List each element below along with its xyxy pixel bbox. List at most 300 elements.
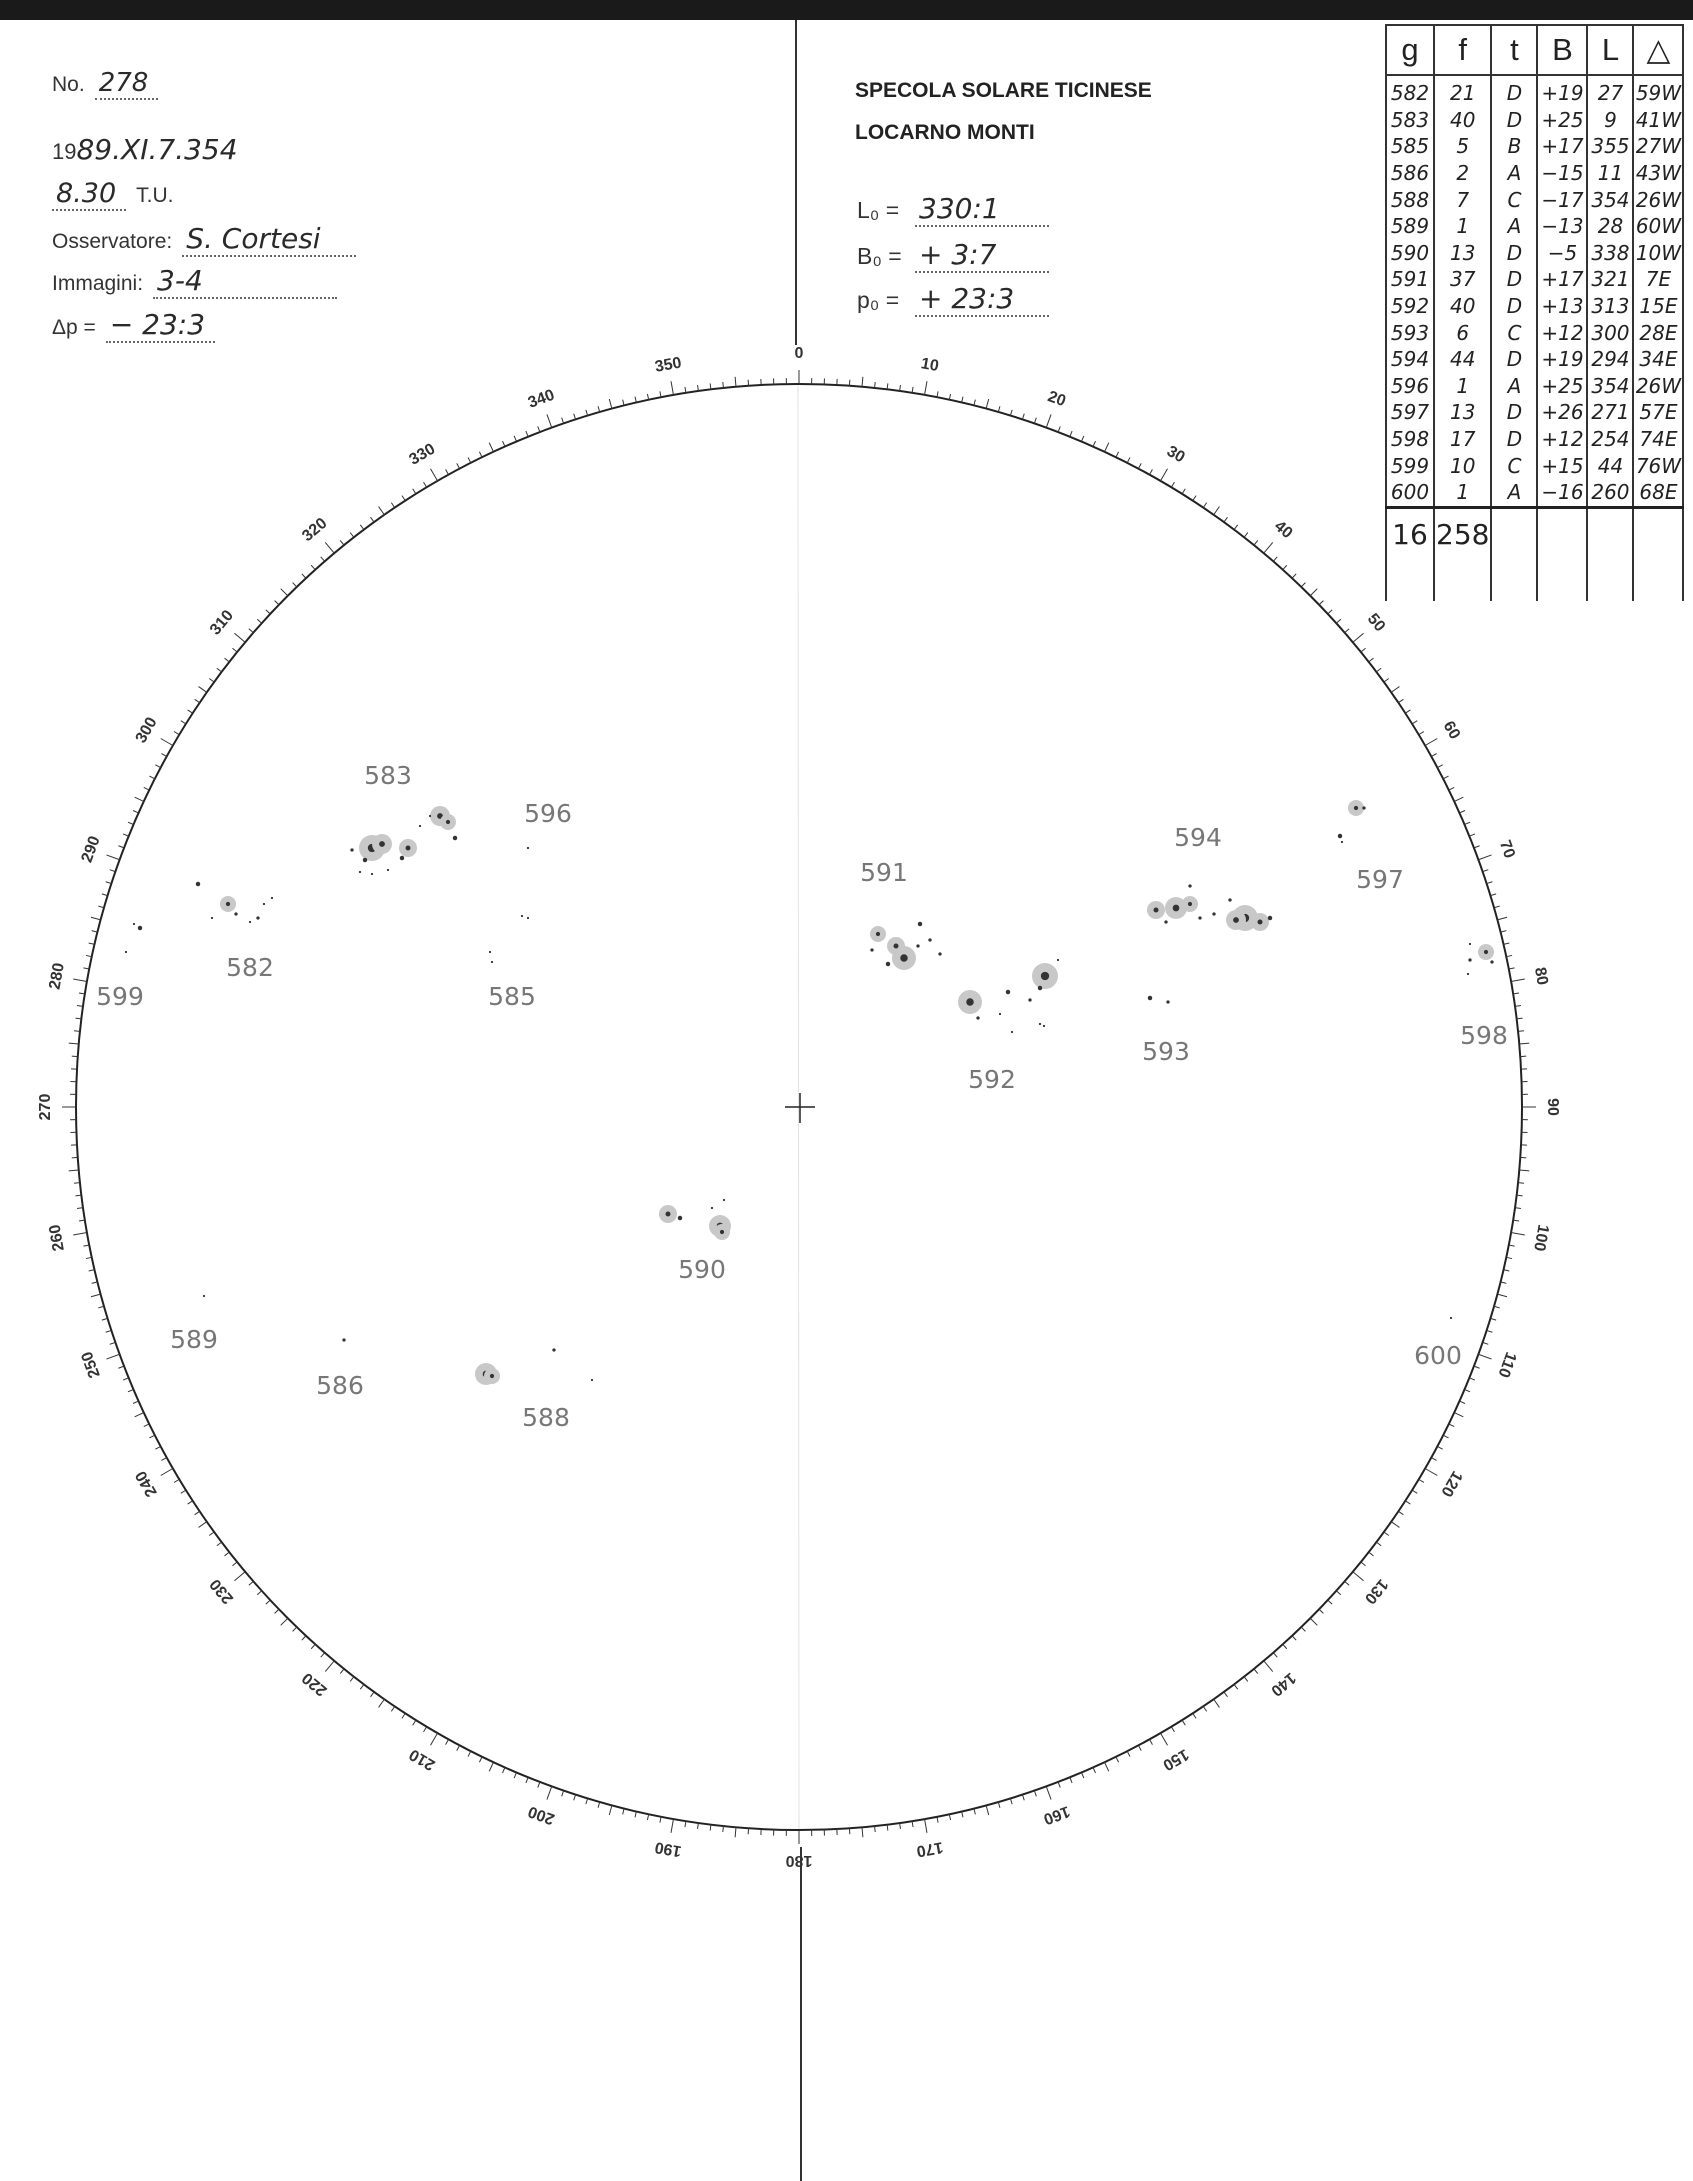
scale-tick [1474,1366,1480,1368]
scale-tick [937,1817,938,1823]
scale-tick [1419,732,1424,735]
group-label: 586 [316,1371,364,1400]
scale-tick [723,382,724,388]
scale-tick [133,1401,138,1403]
scale-label: 100 [1530,1223,1552,1253]
table-cell: 5 [1434,133,1491,160]
scale-tick [1046,414,1051,427]
scale-label: 120 [1437,1467,1466,1500]
scale-tick [1081,436,1083,442]
group-label: 594 [1174,823,1222,852]
scale-tick [514,436,516,442]
scale-tick [199,687,207,693]
table-cell: 13 [1434,399,1491,426]
scale-tick [1459,1401,1464,1403]
scale-label: 60 [1439,718,1464,743]
scale-tick [1425,739,1437,746]
scale-tick [234,1572,245,1581]
group-label: 600 [1414,1341,1462,1370]
table-cell: +25 [1537,373,1587,400]
scale-tick [1494,1306,1500,1308]
scale-tick [110,870,116,872]
scale-tick [875,1826,876,1832]
scale-tick [217,668,222,672]
table-cell: 589 [1386,213,1434,240]
scale-tick [73,979,87,981]
scale-tick [106,855,119,860]
scale-tick [1010,1798,1012,1804]
scale-tick [1234,1684,1238,1689]
umbra [1028,998,1031,1001]
scale-tick [1431,754,1436,757]
scale-tick [83,1245,89,1246]
umbra [870,948,873,951]
scale-tick [479,1757,482,1762]
observatory-location: LOCARNO MONTI [855,121,1035,144]
scale-tick [1010,410,1012,416]
scale-tick [1353,1572,1364,1581]
group-label: 593 [1142,1037,1190,1066]
umbra [666,1212,671,1217]
scale-tick [598,406,600,412]
scale-tick [350,533,354,538]
scale-tick [1336,1591,1340,1595]
scale-tick [92,931,98,932]
scale-tick [1161,469,1168,481]
table-cell: 354 [1587,186,1633,213]
table-cell: 41W [1633,107,1683,134]
table-cell: +19 [1537,346,1587,373]
umbra [1039,1023,1041,1025]
scale-label: 20 [1045,388,1068,411]
param-value: + 3:7 [915,238,1049,273]
scale-tick [379,1699,385,1707]
scale-tick [1353,633,1364,642]
observation-date: 89.XI.7.354 [76,133,238,166]
scale-tick [371,517,375,522]
scale-tick [195,699,200,702]
scale-tick [275,601,279,605]
scale-label: 170 [915,1838,945,1860]
scale-label: 330 [406,440,439,469]
umbra [999,1013,1001,1015]
scale-tick [311,1644,315,1648]
observer-name: S. Cortesi [182,222,356,257]
scale-tick [144,787,149,790]
scale-tick [660,391,661,397]
scale-tick [586,1798,588,1804]
scale-label: 50 [1363,610,1389,636]
scale-label: 210 [406,1745,439,1774]
scale-tick [379,507,385,515]
scale-tick [91,917,101,920]
scale-tick [1506,955,1512,956]
table-cell: +19 [1537,75,1587,107]
scale-tick [128,1389,134,1391]
scale-tick [69,1170,79,1171]
scale-tick [350,1677,354,1682]
scale-tick [647,394,648,400]
scale-tick [1127,457,1130,462]
umbra [1188,902,1192,906]
scale-tick [1490,1318,1496,1320]
scale-tick [1273,557,1277,562]
table-cell: 37 [1434,266,1491,293]
scale-tick [1478,855,1491,860]
table-cell: 588 [1386,186,1434,213]
scale-tick [1193,1713,1196,1718]
scale-tick [998,406,1000,412]
scale-tick [1361,1562,1366,1566]
scale-tick [135,1413,144,1417]
scale-tick [257,619,261,623]
group-label: 597 [1356,865,1404,894]
scale-tick [1093,1767,1095,1772]
table-cell: 44 [1587,452,1633,479]
scale-tick [1292,1636,1296,1640]
umbra [1233,917,1239,923]
scale-tick [135,797,144,801]
scale-label: 340 [525,386,557,412]
table-cell: 74E [1633,426,1683,453]
table-cell: 254 [1587,426,1633,453]
umbra [1338,834,1342,838]
scale-tick [1469,1378,1475,1380]
scale-tick [1034,1791,1036,1797]
table-cell: 2 [1434,160,1491,187]
umbra [226,902,230,906]
table-cell: 27 [1587,75,1633,107]
umbra [491,961,493,963]
table-cell: +15 [1537,452,1587,479]
table-cell: −13 [1537,213,1587,240]
scale-tick [360,525,364,530]
images-value: 3-4 [153,264,337,299]
scale-tick [431,1733,438,1745]
table-cell: D [1491,240,1537,267]
table-cell: C [1491,319,1537,346]
table-cell: D [1491,293,1537,320]
umbra [1148,996,1152,1000]
umbra [1354,806,1358,810]
table-cell: 21 [1434,75,1491,107]
umbra [1166,1000,1169,1003]
table-cell: 57E [1633,399,1683,426]
scale-tick [217,1542,222,1546]
scale-tick [293,583,297,587]
scale-tick [1214,507,1220,515]
scale-tick [128,822,134,824]
table-cell: A [1491,479,1537,507]
scale-tick [1203,1706,1206,1711]
umbra [125,951,127,953]
scale-tick [225,1552,230,1556]
scale-tick [671,1819,673,1833]
scale-tick [635,397,636,403]
scale-tick [249,629,254,633]
table-cell: 76W [1633,452,1683,479]
umbra [263,903,265,905]
umbra [133,923,135,925]
scale-tick [391,503,394,508]
umbra [453,836,457,840]
scale-tick [181,1490,186,1493]
table-cell: 11 [1587,160,1633,187]
scale-tick [402,496,405,501]
total-groups: 16 [1386,507,1434,561]
table-cell: 321 [1587,266,1633,293]
table-cell: 6 [1434,319,1491,346]
scale-tick [1509,1245,1515,1246]
scale-label: 280 [46,961,68,991]
table-cell: 7 [1434,186,1491,213]
scale-tick [735,377,736,387]
umbra [1198,916,1201,919]
scale-tick [1116,452,1119,457]
scale-tick [1116,1757,1119,1762]
table-cell: +12 [1537,426,1587,453]
scale-tick [1391,687,1399,693]
scale-tick [1345,1581,1350,1585]
table-cell: 338 [1587,240,1633,267]
table-cell: 9 [1587,107,1633,134]
scale-tick [1454,797,1463,801]
table-cell: −15 [1537,160,1587,187]
scale-tick [635,1811,636,1817]
scale-label: 300 [132,714,161,747]
scale-label: 270 [37,1093,55,1121]
scale-tick [949,394,950,400]
scale-tick [446,469,449,474]
table-cell: 1 [1434,373,1491,400]
group-label: 583 [364,761,412,790]
scale-tick [1127,1751,1130,1756]
images-label: Immagini: [52,272,144,295]
scale-tick [413,1720,416,1725]
table-cell: A [1491,373,1537,400]
scale-tick [424,482,427,487]
scale-label: 10 [919,355,941,376]
scale-tick [526,431,528,437]
table-cell: 28 [1587,213,1633,240]
umbra [371,873,373,875]
scale-tick [1412,721,1417,724]
table-cell: −17 [1537,186,1587,213]
table-cell: +17 [1537,266,1587,293]
umbra [1341,841,1343,843]
umbra [363,858,367,862]
scale-tick [574,1795,576,1801]
scale-tick [1478,1354,1491,1359]
scale-tick [1081,1773,1083,1779]
umbra [1043,1025,1045,1027]
scale-tick [232,1562,237,1566]
table-cell: 60W [1633,213,1683,240]
scale-label: 190 [653,1838,683,1860]
scale-tick [1454,1413,1463,1417]
scale-tick [1398,1511,1403,1514]
table-cell: 585 [1386,133,1434,160]
observation-number: 278 [95,68,159,100]
table-cell: 15E [1633,293,1683,320]
scale-tick [1319,601,1323,605]
umbra [928,938,931,941]
scale-tick [391,1706,394,1711]
scale-label: 350 [653,354,683,376]
scale-tick [293,1627,297,1631]
scale-tick [502,1767,504,1772]
table-cell: 592 [1386,293,1434,320]
scale-tick [1301,1627,1305,1631]
scale-label: 150 [1159,1745,1192,1774]
scale-tick [1022,414,1024,420]
table-cell: 28E [1633,319,1683,346]
scale-label: 80 [1530,965,1551,987]
table-cell: −5 [1537,240,1587,267]
umbra [1057,959,1059,961]
scale-tick [609,1805,612,1815]
scale-tick [538,426,540,432]
scale-tick [1345,629,1350,633]
scale-tick [1283,565,1287,569]
scale-tick [1182,1720,1185,1725]
scale-tick [275,1609,279,1613]
scale-tick [1469,834,1475,836]
scale-tick [69,1043,79,1044]
group-label: 599 [96,982,144,1011]
umbra [1484,950,1488,954]
param-value: 330:1 [915,192,1049,227]
scale-tick [547,1786,552,1799]
scale-tick [133,810,138,812]
umbra [976,1016,979,1019]
scale-tick [1494,906,1500,908]
scale-tick [1483,1342,1489,1344]
param-label: B₀ = [857,243,902,269]
scale-tick [1511,1233,1525,1235]
table-cell: 1 [1434,479,1491,507]
table-cell: A [1491,213,1537,240]
umbra [256,916,259,919]
scale-tick [1419,1479,1424,1482]
group-label: 590 [678,1255,726,1284]
scale-tick [257,1591,261,1595]
scale-tick [1443,1435,1448,1438]
total-spots: 258 [1434,507,1491,561]
scale-tick [1437,1446,1442,1449]
param-label: L₀ = [857,197,900,223]
scale-tick [1449,787,1454,790]
scale-tick [1171,1727,1174,1732]
scale-tick [1171,482,1174,487]
table-cell: 593 [1386,319,1434,346]
scale-tick [925,1819,927,1833]
scale-tick [325,1661,334,1672]
scale-tick [1150,1739,1153,1744]
umbra [1268,916,1272,920]
scale-tick [562,418,564,424]
table-cell: D [1491,426,1537,453]
observer-label: Osservatore: [52,230,173,253]
scale-tick [110,1342,116,1344]
table-cell: 10W [1633,240,1683,267]
delta-p-label: Δp = [52,316,96,339]
scale-tick [1319,1609,1323,1613]
umbra [886,962,890,966]
scale-tick [1509,968,1515,969]
scale-tick [468,1751,471,1756]
scale-tick [1513,993,1519,994]
table-cell: D [1491,75,1537,107]
scale-tick [1283,1644,1287,1648]
umbra [527,917,529,919]
scale-tick [98,1306,104,1308]
scale-tick [1405,710,1410,713]
scale-tick [974,400,975,406]
scale-tick [155,765,160,768]
scale-tick [1093,441,1095,446]
scale-tick [623,1809,624,1815]
scale-tick [1384,1532,1389,1536]
scale-tick [1398,699,1403,702]
scale-tick [609,399,612,409]
scale-tick [1105,1762,1109,1771]
table-cell: 27W [1633,133,1683,160]
column-header-l: L [1587,25,1633,75]
umbra [1006,990,1010,994]
umbra [1188,884,1191,887]
table-cell: 34E [1633,346,1683,373]
scale-tick [1443,776,1448,779]
table-cell: 594 [1386,346,1434,373]
scale-tick [123,834,129,836]
scale-tick [1376,1542,1381,1546]
scale-tick [340,540,344,545]
scale-tick [912,387,913,393]
param-value: + 23:3 [915,282,1049,317]
scale-tick [1503,1270,1509,1271]
scale-tick [1518,1031,1524,1032]
scale-tick [735,1827,736,1837]
table-cell: −16 [1537,479,1587,507]
table-cell: 596 [1386,373,1434,400]
umbra [1041,972,1049,980]
scale-tick [562,1791,564,1797]
umbra [203,1295,205,1297]
scale-tick [1336,619,1340,623]
scale-tick [1519,1043,1529,1044]
scale-tick [912,1821,913,1827]
umbra [446,820,450,824]
table-cell: 313 [1587,293,1633,320]
scale-tick [1328,1600,1332,1604]
umbra [711,1207,713,1209]
scale-tick [1138,463,1141,468]
table-cell: 43W [1633,160,1683,187]
umbra [1228,898,1231,901]
scale-label: 110 [1494,1349,1520,1380]
scale-tick [266,1600,270,1604]
scale-tick [875,382,876,388]
scale-tick [446,1739,449,1744]
scale-tick [502,441,504,446]
umbra [916,944,919,947]
umbra [234,912,237,915]
group-label: 596 [524,799,572,828]
sunspot-drawings [125,800,1494,1385]
scale-tick [91,1294,101,1297]
table-cell: D [1491,266,1537,293]
